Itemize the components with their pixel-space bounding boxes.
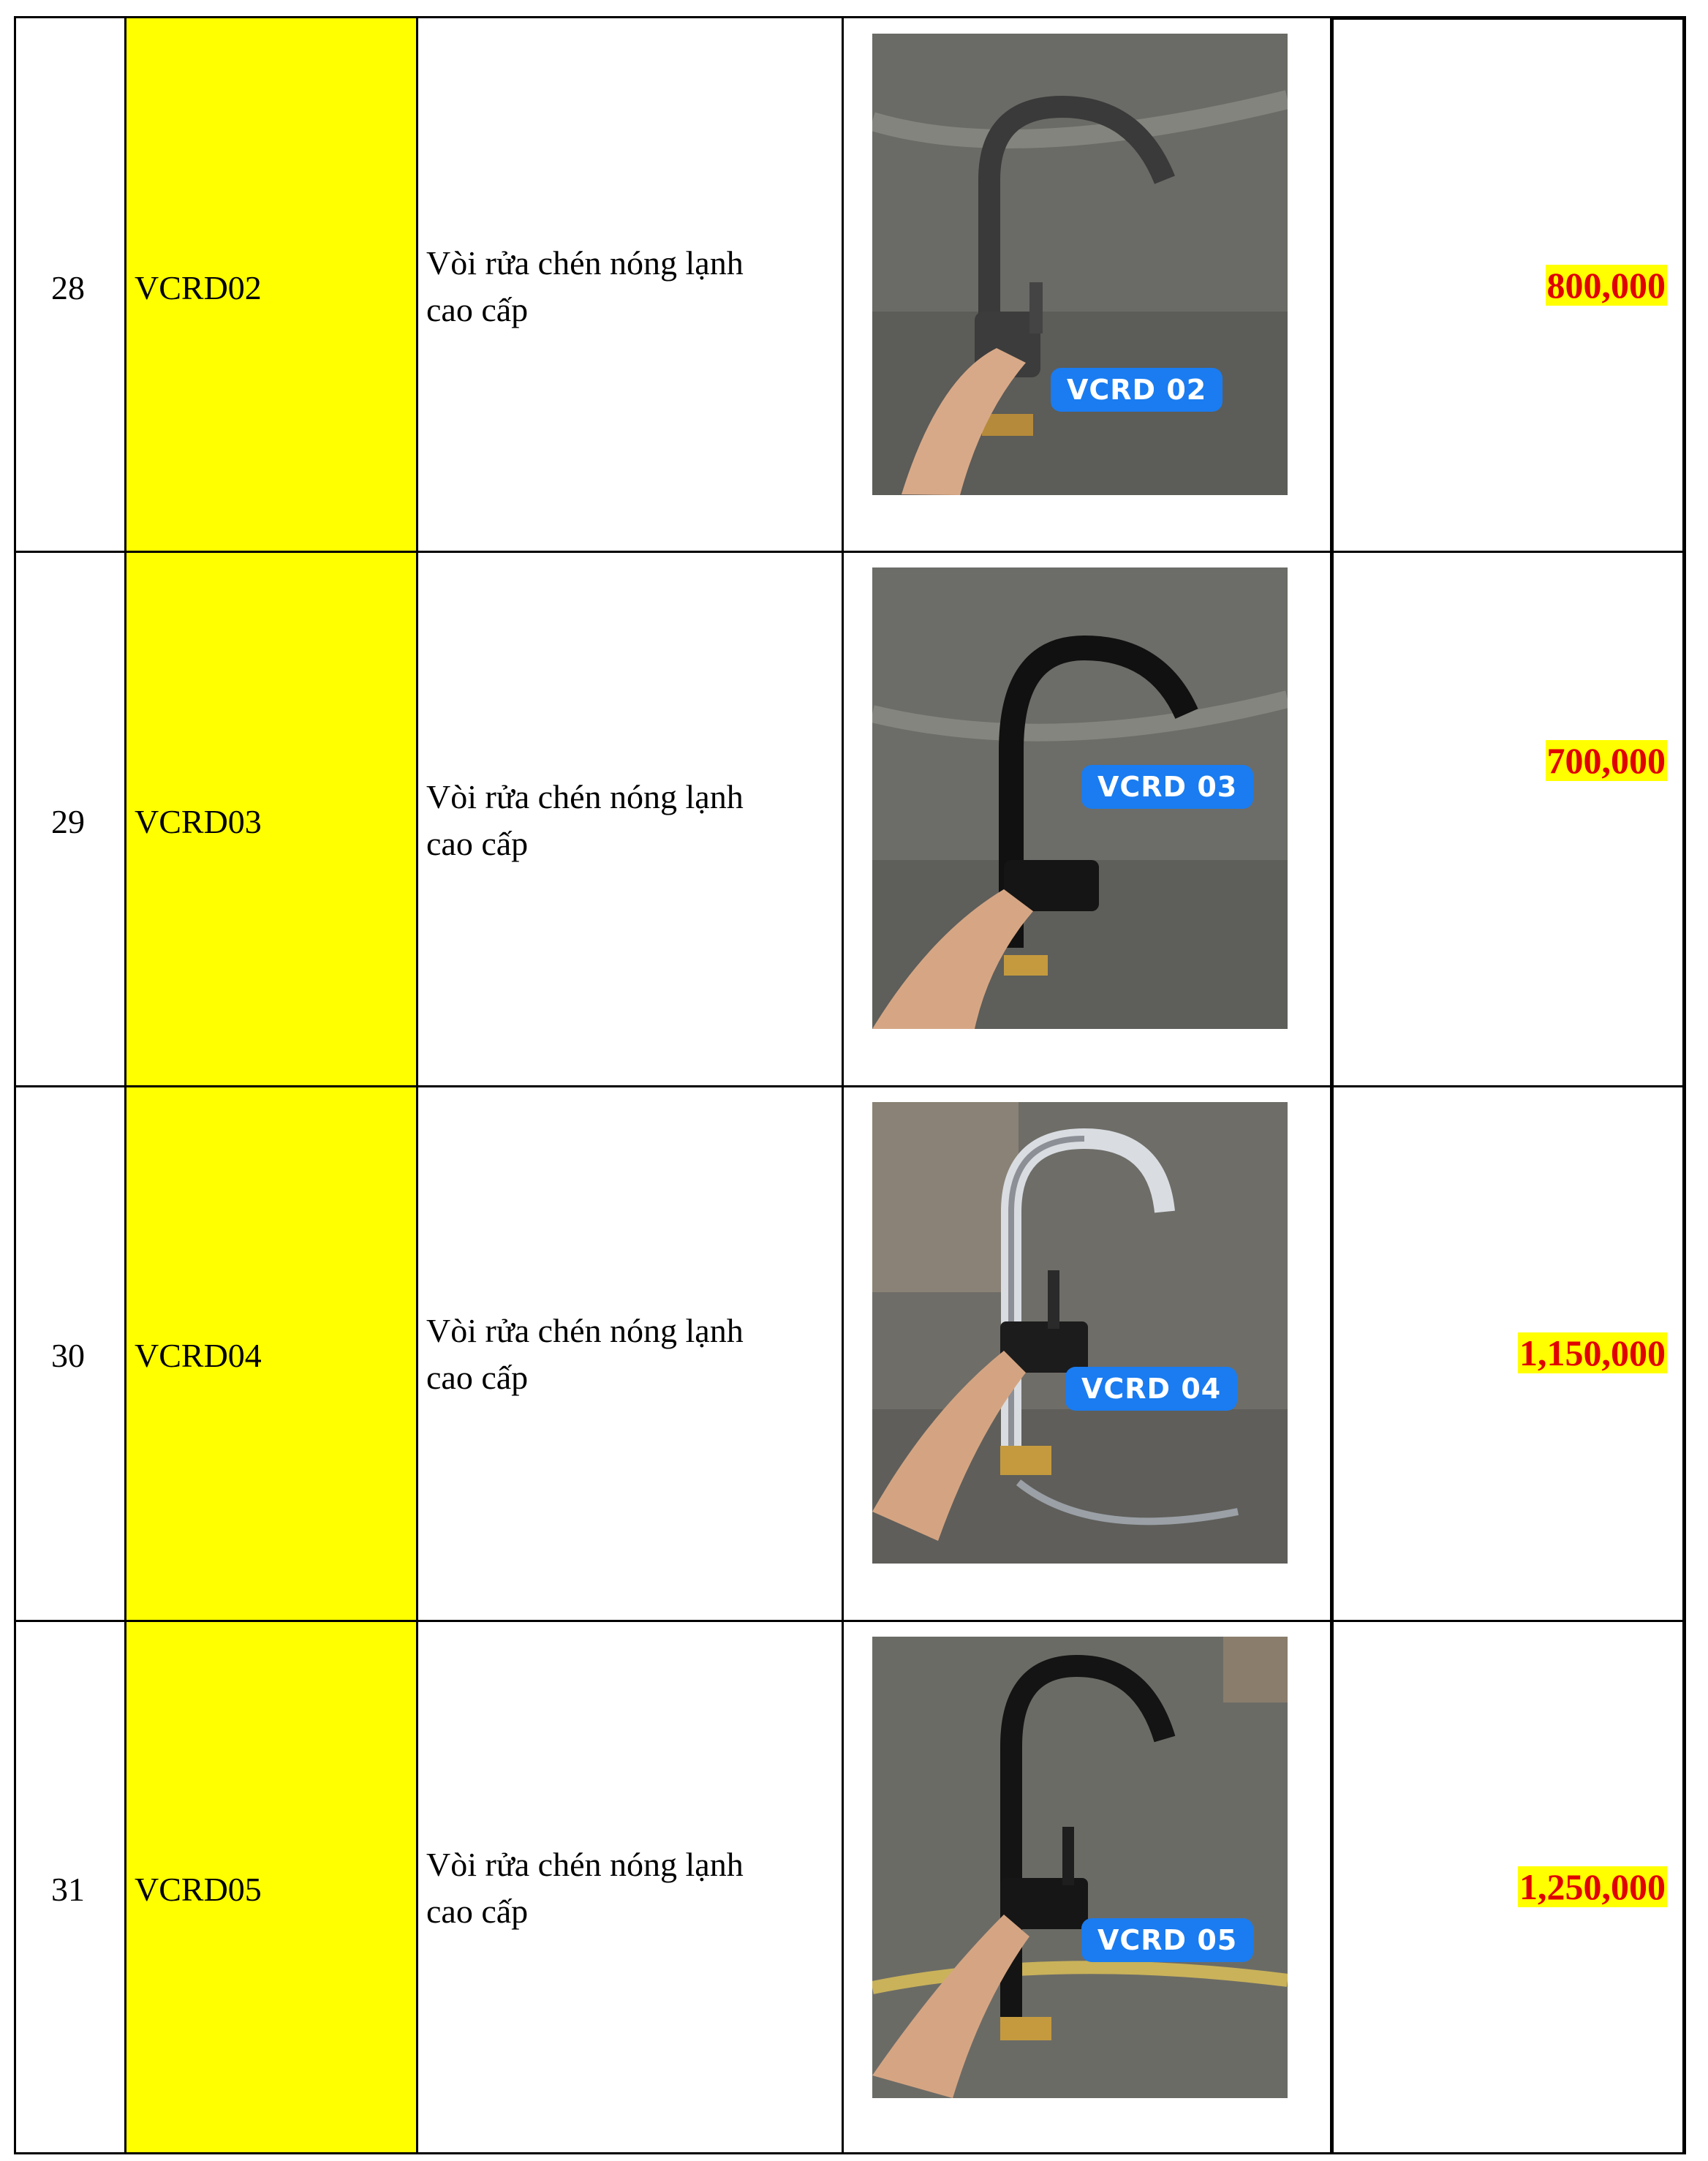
product-code: VCRD02 <box>135 269 262 306</box>
product-price: 1,150,000 <box>1519 1332 1666 1373</box>
product-photo <box>872 1102 1288 1564</box>
product-description-line1: Vòi rửa chén nóng lạnh <box>426 778 744 815</box>
product-code: VCRD03 <box>135 803 262 840</box>
product-code: VCRD05 <box>135 1871 262 1908</box>
product-description-line2: cao cấp <box>426 1359 529 1396</box>
product-description-line2: cao cấp <box>426 1893 529 1930</box>
gunmetal-faucet-icon <box>872 34 1288 495</box>
row-divider-3 <box>14 1620 1686 1622</box>
row-divider-1 <box>14 551 1686 553</box>
border-bottom <box>14 2152 1686 2154</box>
product-price: 800,000 <box>1546 265 1666 306</box>
product-badge: VCRD 04 <box>1065 1367 1237 1411</box>
row-divider-2 <box>14 1085 1686 1087</box>
product-photo <box>872 34 1288 495</box>
row-number: 29 <box>51 803 85 840</box>
product-description-line1: Vòi rửa chén nóng lạnh <box>426 244 744 282</box>
product-badge: VCRD 05 <box>1081 1918 1253 1962</box>
price-top-border <box>1330 16 1686 20</box>
product-badge: VCRD 02 <box>1051 368 1223 412</box>
row-number: 30 <box>51 1337 85 1374</box>
product-description-line1: Vòi rửa chén nóng lạnh <box>426 1312 744 1349</box>
product-badge: VCRD 03 <box>1081 765 1253 809</box>
black-faucet-icon <box>872 1637 1288 2098</box>
product-photo <box>872 567 1288 1029</box>
product-price: 700,000 <box>1546 740 1666 781</box>
product-description-line2: cao cấp <box>426 825 529 862</box>
product-description-line2: cao cấp <box>426 291 529 328</box>
row-number: 28 <box>51 269 85 306</box>
product-price: 1,250,000 <box>1519 1866 1666 1907</box>
product-photo <box>872 1637 1288 2098</box>
product-code: VCRD04 <box>135 1337 262 1374</box>
row-number: 31 <box>51 1871 85 1908</box>
product-description-line1: Vòi rửa chén nóng lạnh <box>426 1846 744 1883</box>
chrome-faucet-icon <box>872 1102 1288 1564</box>
